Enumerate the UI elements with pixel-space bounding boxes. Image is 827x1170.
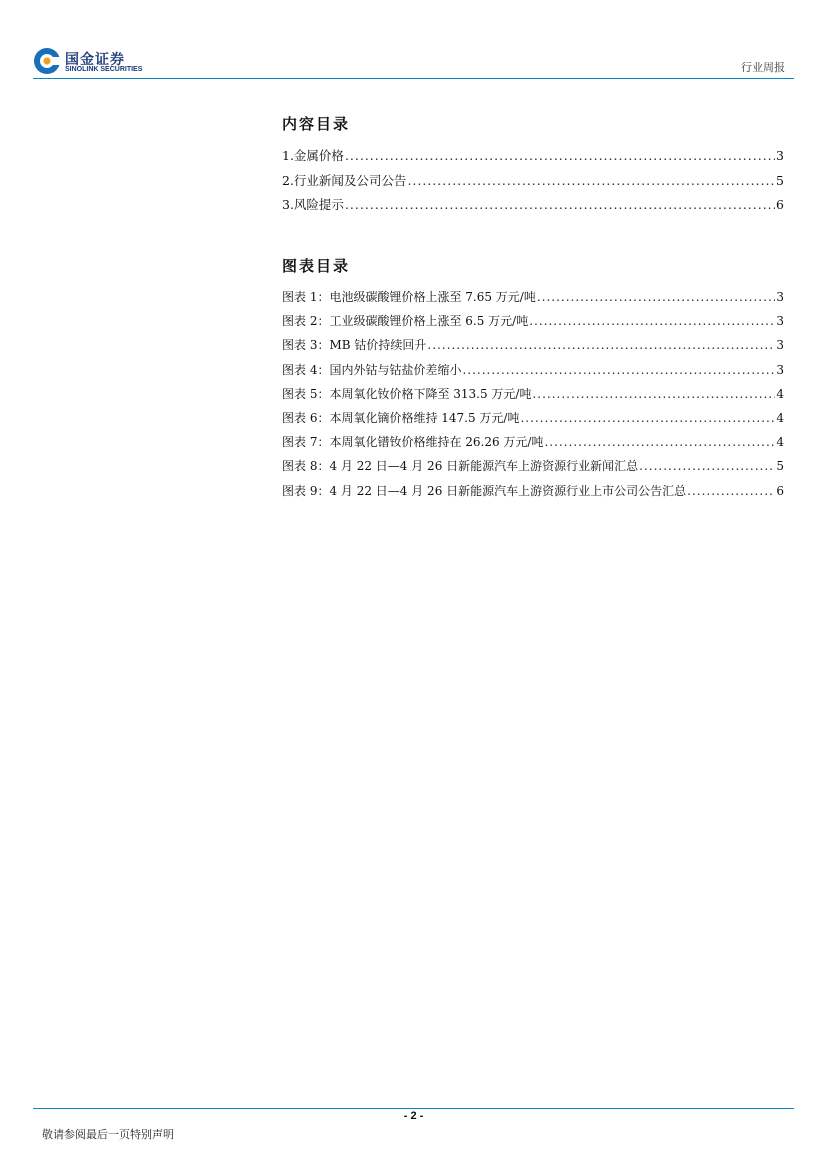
logo-chinese-name: 国金证券 [65,52,125,68]
toc-entry[interactable] [282,288,784,312]
toc-entry[interactable] [282,195,784,220]
toc-entry[interactable] [282,312,784,336]
toc-entry-page: 3 [776,148,784,163]
toc-entry-page: 5 [776,172,784,188]
toc-entry-page: 5 [776,459,784,474]
footer-divider [33,1108,794,1109]
dot-leader [687,484,775,498]
figures-list [282,288,784,506]
page-number: - 2 - [403,1110,424,1122]
logo-english-name: SINOLINK SECURITIES [65,66,143,73]
toc-entry-label: 2.行业新闻及公司公告 [282,172,407,188]
toc-entry[interactable] [282,433,784,457]
contents-list [282,146,784,220]
toc-entry-page: 4 [776,410,784,425]
toc-entry-label: 图表 9：4 月 22 日—4 月 26 日新能源汽车上游资源行业上市公司公告汇总 [282,483,687,498]
dot-leader [427,338,775,352]
toc-entry-label: 图表 2：工业级碳酸锂价格上涨至 6.5 万元/吨 [282,314,529,329]
dot-leader [544,435,775,449]
dot-leader [532,387,775,401]
sinolink-logo-icon [33,47,61,75]
toc-entry-page: 3 [776,314,784,329]
toc-entry[interactable] [282,146,784,171]
toc-entry[interactable] [282,385,784,409]
toc-entry[interactable] [282,336,784,360]
contents-title: 内容目录 [282,115,351,133]
toc-entry-page: 4 [776,435,784,450]
dot-leader [407,173,775,188]
toc-entry-page: 4 [776,386,784,401]
dot-leader [462,363,775,377]
figures-section [282,255,784,506]
toc-entry[interactable] [282,361,784,385]
dot-leader [345,197,775,212]
toc-entry-page: 3 [776,338,784,353]
toc-entry-label: 图表 5：本周氧化钕价格下降至 313.5 万元/吨 [282,386,532,401]
toc-entry-page: 3 [776,362,784,377]
toc-entry[interactable] [282,171,784,196]
dot-leader [537,290,776,304]
figures-title: 图表目录 [282,257,351,275]
toc-entry-label: 图表 1：电池级碳酸锂价格上涨至 7.65 万元/吨 [282,290,536,304]
toc-entry-label: 图表 8：4 月 22 日—4 月 26 日新能源汽车上游资源行业新闻汇总 [282,459,639,474]
toc-entry-label: 图表 3：MB 钴价持续回升 [282,338,427,353]
dot-leader [639,459,775,473]
report-type: 行业周报 [741,61,785,74]
dot-leader [345,148,775,163]
toc-entry-page: 6 [776,197,784,213]
dot-leader [520,411,775,425]
toc-entry-page: 6 [776,483,784,498]
toc-entry[interactable] [282,409,784,433]
toc-entry-label: 1.金属价格 [282,148,344,163]
toc-entry-label: 图表 7：本周氧化镨钕价格维持在 26.26 万元/吨 [282,435,544,450]
toc-entry[interactable] [282,482,784,506]
header-divider [33,78,794,79]
toc-entry[interactable] [282,457,784,481]
disclaimer-note: 敬请参阅最后一页特别声明 [42,1128,174,1141]
contents-section [282,113,784,220]
company-logo [33,47,163,77]
toc-entry-page: 3 [776,290,784,304]
toc-entry-label: 3.风险提示 [282,197,344,213]
dot-leader [529,314,775,328]
toc-entry-label: 图表 6：本周氧化镝价格维持 147.5 万元/吨 [282,410,520,425]
toc-entry-label: 图表 4：国内外钴与钴盐价差缩小 [282,362,462,377]
